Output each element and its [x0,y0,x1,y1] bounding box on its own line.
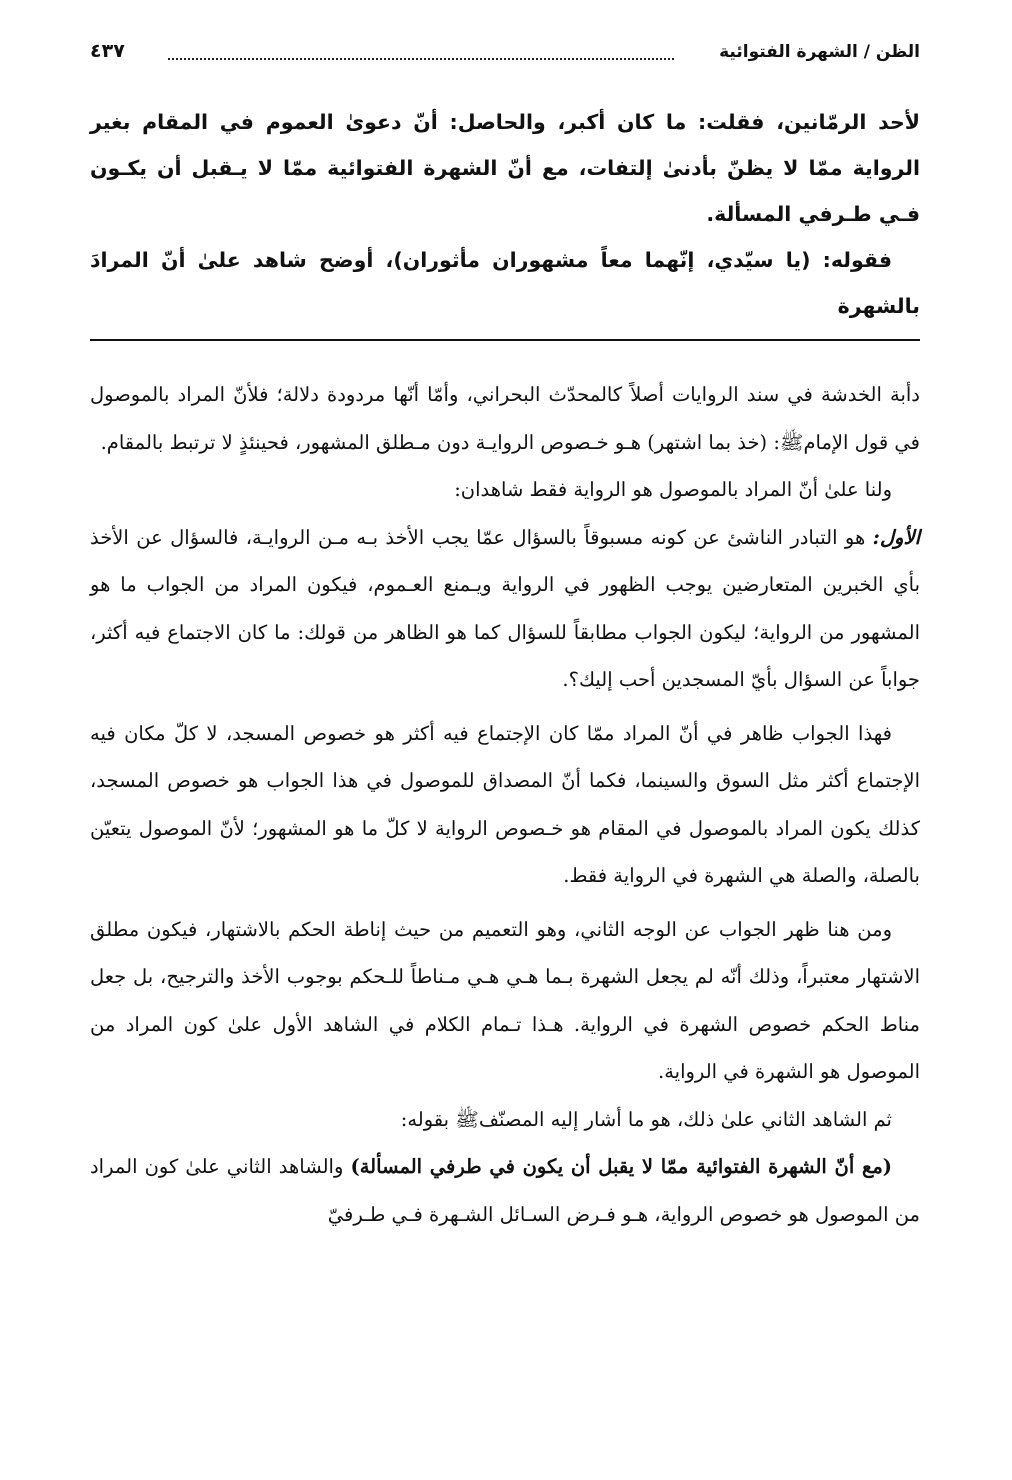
commentary-paragraph: دأبة الخدشة في سند الروايات أصلاً كالمحدّث البحراني، وأمّا أنّها مردودة دلالة؛ فلأنّ المراد بالموصول في قول الإمامﷺ: (خذ بما اشتهر) هـو خـصوص الروايـة دون مـطلق المشهور، فحينئذٍ لا ترتبط بالمقام. [90,383,920,454]
commentary-paragraph: ثم الشاهد الثاني علىٰ ذلك، هو ما أشار إليه المصنّفﷺ بقوله: [400,1107,892,1131]
commentary-paragraph: ولنا علىٰ أنّ المراد بالموصول هو الرواية فقط شاهدان: [454,478,892,501]
book-page [90,30,920,1238]
running-header [90,30,920,71]
commentary-paragraph: فهذا الجواب ظاهر في أنّ المراد ممّا كان الإجتماع فيه أكثر هو خصوص المسجد، لا كلّ مكان فيه الإجتماع أكثر مثل السوق والسينما، فكما أنّ المصداق للموصول في هذا الجواب هو خصوص المسجد، كذلك يكون المراد بالموصول في المقام هو خـصوص الرواية لا كلّ ما هو المشهور؛ لأنّ الموصول يتعيّن بالصلة، والصلة هي الشهرة في الرواية فقط. [90,721,920,887]
commentary-text [90,371,920,1238]
main-text-paragraph: فقوله: (يا سيّدي، إنّهما معاً مشهوران مأثوران)، أوضح شاهد علىٰ أنّ المرادَ بالشهرة [90,248,920,318]
quoted-main-text: (مع أنّ الشهرة الفتوائية ممّا لا يقبل أن يكون في طرفي المسألة) [350,1155,892,1178]
commentary-paragraph: ومن هنا ظهر الجواب عن الوجه الثاني، وهو التعميم من حيث إناطة الحكم بالاشتهار، فيكون مطلق الاشتهار معتبراً، وذلك أنّه لم يجعل الشهرة بـما هـي هـي مـناطاً للـحكم بوجوب الأخذ والترجيح، بل جعل مناط الحكم خصوص الشهرة في الرواية. هـذا تـمام الكلام في الشاهد الأول علىٰ كون المراد من الموصول هو الشهرة في الرواية. [90,917,920,1083]
leader-dots [168,58,674,60]
main-text [90,99,920,329]
commentary-paragraph [90,1143,920,1238]
paragraph-lead-term: الأول: [872,525,920,549]
page-number: ٤٣٧ [90,40,125,62]
text-divider-rule [90,339,920,341]
main-text-paragraph: لأحد الرمّانين، فقلت: ما كان أكبر، والحاصل: أنّ دعوىٰ العموم في المقام بغير الرواية ممّا لا يظنّ بأدنىٰ إلتفات، مع أنّ الشهرة الفتوائية ممّا لا يـقبل أن يكـون فـي طـرفي المسألة. [90,110,920,226]
running-header-title: الظن / الشهرة الفتوائية [719,42,920,62]
paragraph-body: هو التبادر الناشئ عن كونه مسبوقاً بالسؤال عمّا يجب الأخذ بـه مـن الروايـة، فالسؤال عن الأخذ بأي الخبرين المتعارضين يوجب الظهور في الرواية ويـمنع العـموم، فيكون المراد من الجواب ما هو المشهور من الرواية؛ ليكون الجواب مطابقاً للسؤال كما هو الظاهر من قولك: ما كان الاجتماع فيه أكثر، جواباً عن السؤال بأيّ المسجدين أحب إليك؟. [90,525,920,691]
commentary-paragraph [90,514,920,704]
paragraph-body: والشاهد الثاني علىٰ كون المراد من الموصول هو خصوص الرواية، هـو فـرض السـائل الشـهرة فـي طـرفيّ [90,1155,920,1226]
